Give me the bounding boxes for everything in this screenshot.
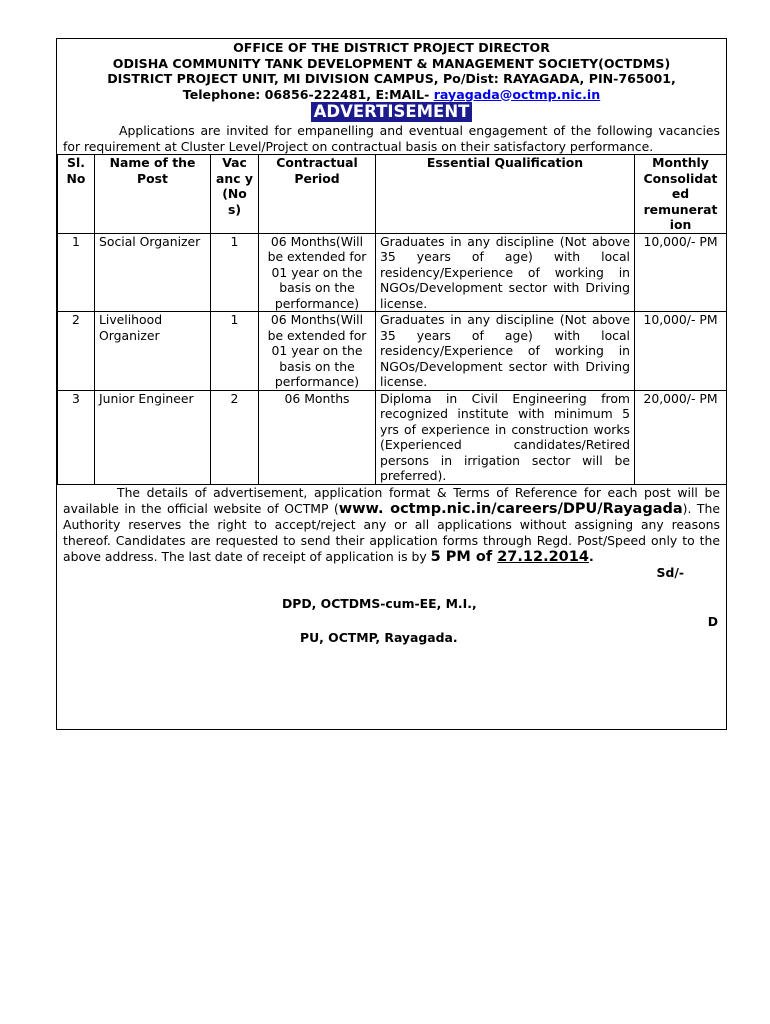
intro-paragraph: Applications are invited for empanelling and eventual engagement of the following vacancies for requirement at Cluster Level/Project on contractual basis on their satisfactory performance. — [63, 123, 720, 154]
table-header-row — [58, 155, 727, 234]
cell-period: 06 Months(Will be extended for 01 year on the basis on the performance) — [259, 312, 376, 391]
col-header-remuneration: Monthly Consolidat ed remunerat ion — [635, 155, 727, 234]
cell-qualification: Diploma in Civil Engineering from recognized institute with minimum 5 yrs of experience in construction works (Experienced candidates/Retired persons in irrigation sector will be preferred). — [376, 390, 635, 484]
cell-sl: 1 — [58, 233, 95, 312]
footer-text-3: . — [588, 548, 594, 564]
footer-paragraph — [57, 485, 726, 565]
table-row — [58, 312, 727, 391]
cell-qualification: Graduates in any discipline (Not above 35 years of age) with local residency/Experience of working in NGOs/Development sector with Driving license. — [376, 312, 635, 391]
col-header-sl: Sl. No — [58, 155, 95, 234]
office-name: OFFICE OF THE DISTRICT PROJECT DIRECTOR — [233, 40, 550, 55]
signature-sd: Sd/- — [656, 564, 684, 580]
col-header-vacancy: Vac anc y (No s) — [211, 155, 259, 234]
cell-remuneration: 10,000/- PM — [635, 233, 727, 312]
cell-vacancy: 1 — [211, 233, 259, 312]
telephone: Telephone: 06856-222481, E:MAIL- — [182, 86, 434, 102]
signatory-line-3: PU, OCTMP, Rayagada. — [300, 629, 458, 645]
letterhead — [57, 40, 726, 102]
cell-sl: 2 — [58, 312, 95, 391]
col-header-name: Name of the Post — [95, 155, 211, 234]
cell-post-name: Junior Engineer — [95, 390, 211, 484]
deadline-date: 27.12.2014 — [497, 548, 589, 565]
vacancy-table — [57, 154, 727, 485]
website-text: www. octmp.nic.in/careers/DPU/Rayagada — [338, 500, 683, 517]
cell-vacancy: 2 — [211, 390, 259, 484]
advertisement-document — [56, 38, 727, 730]
col-header-period: Contractual Period — [259, 155, 376, 234]
cell-period: 06 Months — [259, 390, 376, 484]
cell-remuneration: 20,000/- PM — [635, 390, 727, 484]
cell-remuneration: 10,000/- PM — [635, 312, 727, 391]
advertisement-title: ADVERTISEMENT — [311, 102, 473, 122]
table-row — [58, 390, 727, 484]
signatory-line-2: D — [707, 613, 718, 629]
signatory-line-1: DPD, OCTDMS-cum-EE, M.I., — [282, 595, 477, 611]
office-address: DISTRICT PROJECT UNIT, MI DIVISION CAMPUS, Po/Dist: RAYAGADA, PIN-765001, — [107, 71, 676, 86]
footer-text-2: ). The Authority reserves the right to accept/reject any or all applications without assigning any reasons thereof. Candidates are requested to send their application forms through Regd. Post/Speed only to the above address. The last date of receipt of application is by — [63, 500, 720, 564]
cell-sl: 3 — [58, 390, 95, 484]
contact-line — [57, 87, 726, 103]
cell-post-name: Social Organizer — [95, 233, 211, 312]
email-link[interactable]: rayagada@octmp.nic.in — [433, 86, 601, 102]
cell-post-name: Livelihood Organizer — [95, 312, 211, 391]
cell-period: 06 Months(Will be extended for 01 year on the basis on the performance) — [259, 233, 376, 312]
footer-text-1: The details of advertisement, application format & Terms of Reference for each post will be available in the official website of OCTMP ( — [63, 484, 720, 516]
cell-vacancy: 1 — [211, 312, 259, 391]
cell-qualification: Graduates in any discipline (Not above 35 years of age) with local residency/Experience of working in NGOs/Development sector with Driving license. — [376, 233, 635, 312]
deadline-time: 5 PM of — [430, 548, 498, 565]
col-header-qualification: Essential Qualification — [376, 155, 635, 234]
table-row — [58, 233, 727, 312]
society-name: ODISHA COMMUNITY TANK DEVELOPMENT & MANAGEMENT SOCIETY(OCTDMS) — [112, 55, 671, 71]
